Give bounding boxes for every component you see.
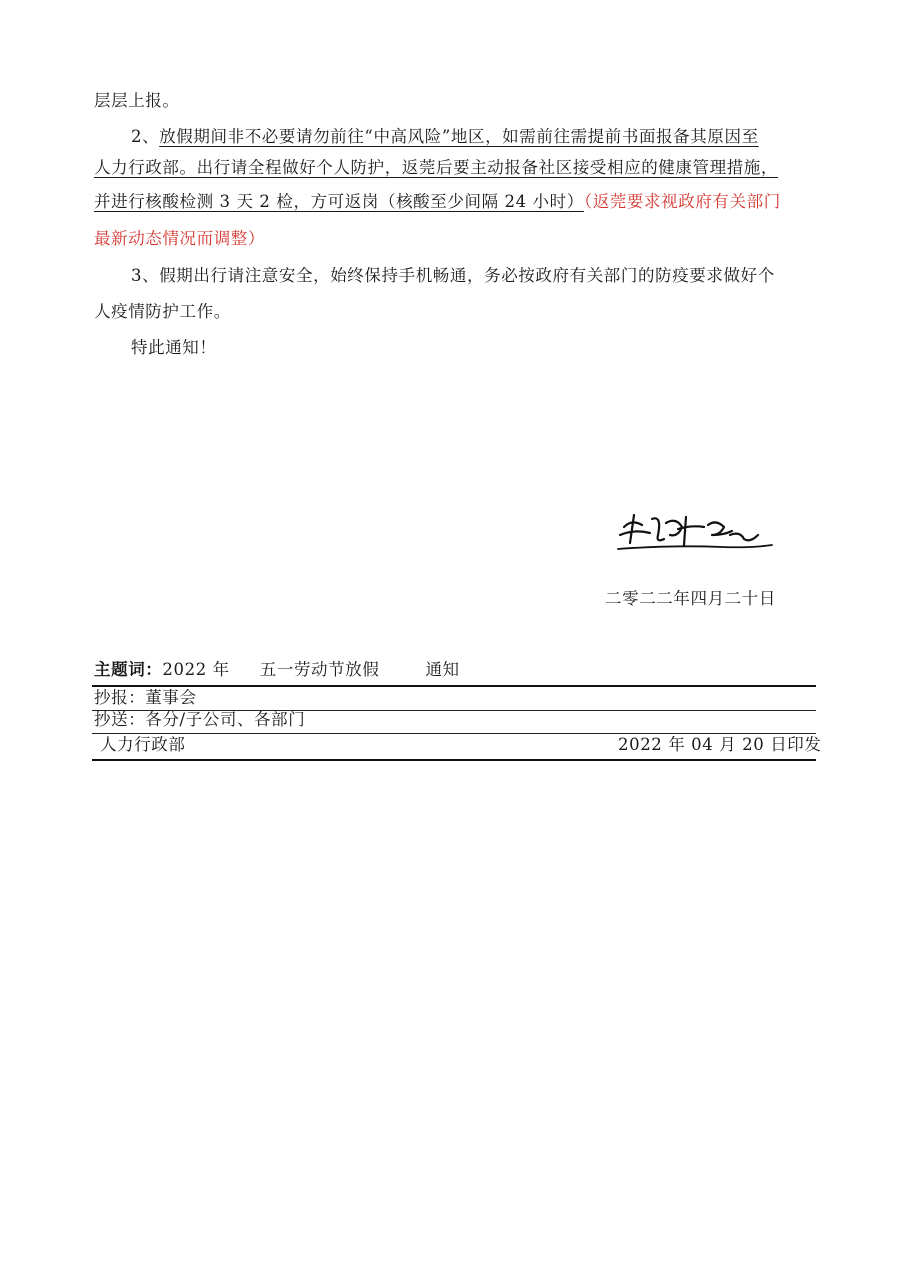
issuer: 人力行政部 [100,735,186,754]
item-2-text-3: 并进行核酸检测 3 天 2 检，方可返岗（核酸至少间隔 24 小时） [94,192,584,211]
item-2-number: 2、 [131,127,160,146]
handwritten-signature [612,505,782,565]
footer-rule-top [92,685,816,687]
subject-year: 2022 年 [162,660,230,679]
issue-date: 2022 年 04 月 20 日印发 [618,735,822,754]
item-3-line-1: 3、假期出行请注意安全，始终保持手机畅通，务必按政府有关部门的防疫要求做好个 [131,266,775,285]
subject-notice: 通知 [425,660,460,679]
item-3-line-2: 人疫情防护工作。 [94,302,231,321]
closing-text: 特此通知！ [131,338,217,357]
subject-holiday: 五一劳动节放假 [259,660,380,679]
subject-words [94,659,460,681]
footer-rule-bottom [92,759,816,761]
send-to: 抄送：各分/子公司、各部门 [94,710,306,729]
item-2-line-3 [94,191,781,213]
item-2-text-1: 放假期间非不必要请勿前往“中高风险”地区，如需前往需提前书面报备其原因至 [159,127,759,146]
item-2-red-note-2: 最新动态情况而调整） [94,229,265,248]
body-line-1: 层层上报。 [94,91,180,110]
item-2-red-note-1: （返莞要求视政府有关部门 [583,192,781,211]
item-2-line-1 [131,126,759,148]
item-2-line-2: 人力行政部。出行请全程做好个人防护，返莞后要主动报备社区接受相应的健康管理措施， [94,158,778,177]
signature-date: 二零二二年四月二十日 [605,589,776,608]
report-to: 抄报：董事会 [94,688,197,707]
subject-label: 主题词： [94,660,163,679]
